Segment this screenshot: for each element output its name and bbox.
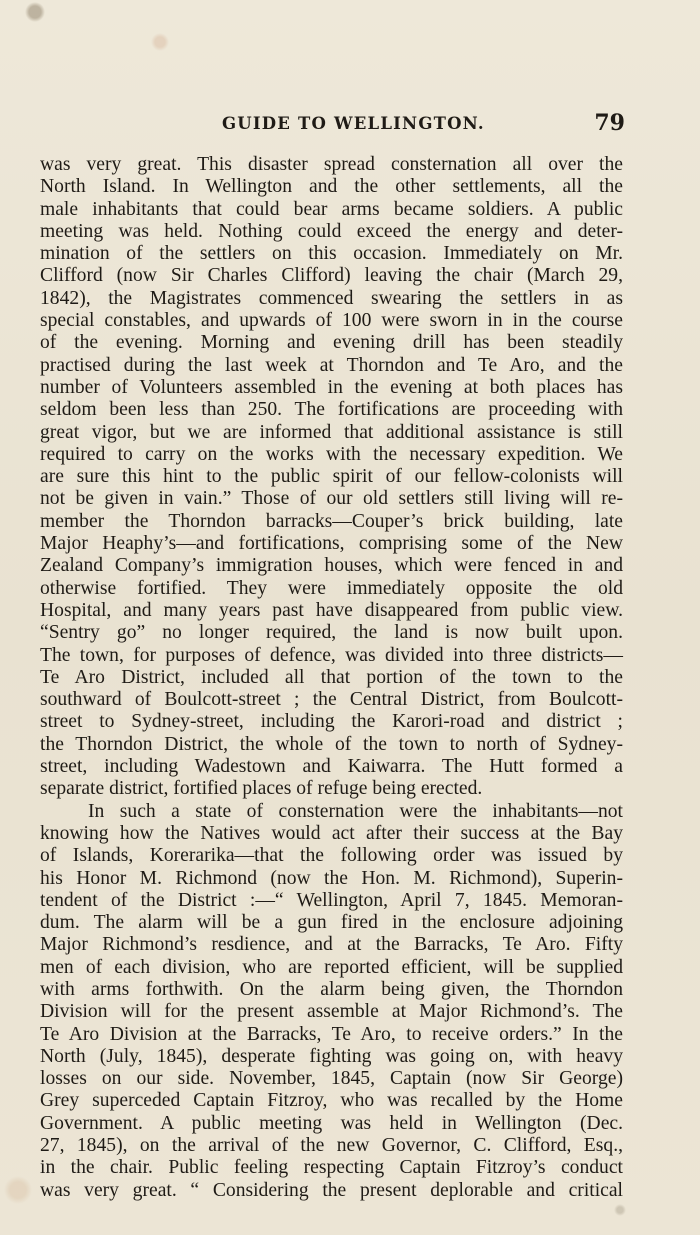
text-line: special constables, and upwards of 100 were sworn in in the course (40, 310, 623, 332)
text-line: was very great. “ Considering the present deplorable and critical (40, 1179, 623, 1201)
text-line: great vigor, but we are informed that additional assistance is still (40, 421, 623, 443)
text-line: men of each division, who are reported efficient, will be supplied (40, 956, 623, 978)
text-line: required to carry on the works with the necessary expedition. We (40, 443, 623, 465)
text-line: Major Richmond’s resdience, and at the Barracks, Te Aro. Fifty (40, 934, 623, 956)
text-line: number of Volunteers assembled in the evening at both places has (40, 376, 623, 398)
text-line: southward of Boulcott-street ; the Central District, from Boulcott- (40, 689, 623, 711)
text-line: Grey superceded Captain Fitzroy, who was recalled by the Home (40, 1090, 623, 1112)
text-line: street, including Wadestown and Kaiwarra. The Hutt formed a (40, 756, 623, 778)
text-line: The town, for purposes of defence, was divided into three districts— (40, 644, 623, 666)
text-line: North (July, 1845), desperate fighting was going on, with heavy (40, 1045, 623, 1067)
text-line: of Islands, Korerarika—that the following order was issued by (40, 845, 623, 867)
text-line: was very great. This disaster spread consternation all over the (40, 154, 623, 175)
text-line: not be given in vain.” Those of our old settlers still living will re- (40, 488, 623, 510)
text-line: Division will for the present assemble at Major Richmond’s. The (40, 1001, 623, 1023)
text-line: Major Heaphy’s—and fortifications, comprising some of the New (40, 533, 623, 555)
text-line: Hospital, and many years past have disappeared from public view. (40, 599, 623, 621)
text-line: male inhabitants that could bear arms became soldiers. A public (40, 198, 623, 220)
text-line: Clifford (now Sir Charles Clifford) leaving the chair (March 29, (40, 265, 623, 287)
text-line: with arms forthwith. On the alarm being given, the Thorndon (40, 978, 623, 1000)
body-text (40, 154, 623, 1202)
text-line: dum. The alarm will be a gun fired in the enclosure adjoining (40, 912, 623, 934)
text-line: North Island. In Wellington and the other settlements, all the (40, 176, 623, 198)
text-line: street to Sydney-street, including the Karori-road and district ; (40, 711, 623, 733)
text-line: seldom been less than 250. The fortifications are proceeding with (40, 399, 623, 421)
page-number: 79 (594, 110, 625, 136)
text-line: the Thorndon District, the whole of the town to north of Sydney- (40, 733, 623, 755)
text-line: are sure this hint to the public spirit of our fellow-colonists will (40, 466, 623, 488)
text-line: “Sentry go” no longer required, the land is now built upon. (40, 622, 623, 644)
text-line: otherwise fortified. They were immediately opposite the old (40, 577, 623, 599)
text-line: tendent of the District :—“ Wellington, April 7, 1845. Memoran- (40, 889, 623, 911)
text-line: Zealand Company’s immigration houses, which were fenced in and (40, 555, 623, 577)
running-title: GUIDE TO WELLINGTON. (222, 114, 485, 133)
text-line: 1842), the Magistrates commenced swearing the settlers in as (40, 287, 623, 309)
text-line: separate district, fortified places of refuge being erected. (40, 778, 483, 800)
text-line: member the Thorndon barracks—Couper’s brick building, late (40, 510, 623, 532)
text-line: 27, 1845), on the arrival of the new Governor, C. Clifford, Esq., (40, 1135, 623, 1157)
text-line: his Honor M. Richmond (now the Hon. M. Richmond), Superin- (40, 867, 623, 889)
text-line: Government. A public meeting was held in Wellington (Dec. (40, 1112, 623, 1134)
text-line: Te Aro District, included all that portion of the town to the (40, 666, 623, 688)
text-line: in the chair. Public feeling respecting Captain Fitzroy’s conduct (40, 1157, 623, 1179)
text-line: Te Aro Division at the Barracks, Te Aro, to receive orders.” In the (40, 1023, 623, 1045)
text-line: losses on our side. November, 1845, Captain (now Sir George) (40, 1068, 623, 1090)
text-line: meeting was held. Nothing could exceed the energy and deter- (40, 220, 623, 242)
text-line: knowing how the Natives would act after their success at the Bay (40, 822, 623, 844)
text-line: mination of the settlers on this occasion. Immediately on Mr. (40, 243, 623, 265)
page-header (40, 110, 625, 140)
text-line: practised during the last week at Thorndon and Te Aro, and the (40, 354, 623, 376)
text-line: In such a state of consternation were the inhabitants—not (88, 800, 623, 822)
text-line: of the evening. Morning and evening drill has been steadily (40, 332, 623, 354)
